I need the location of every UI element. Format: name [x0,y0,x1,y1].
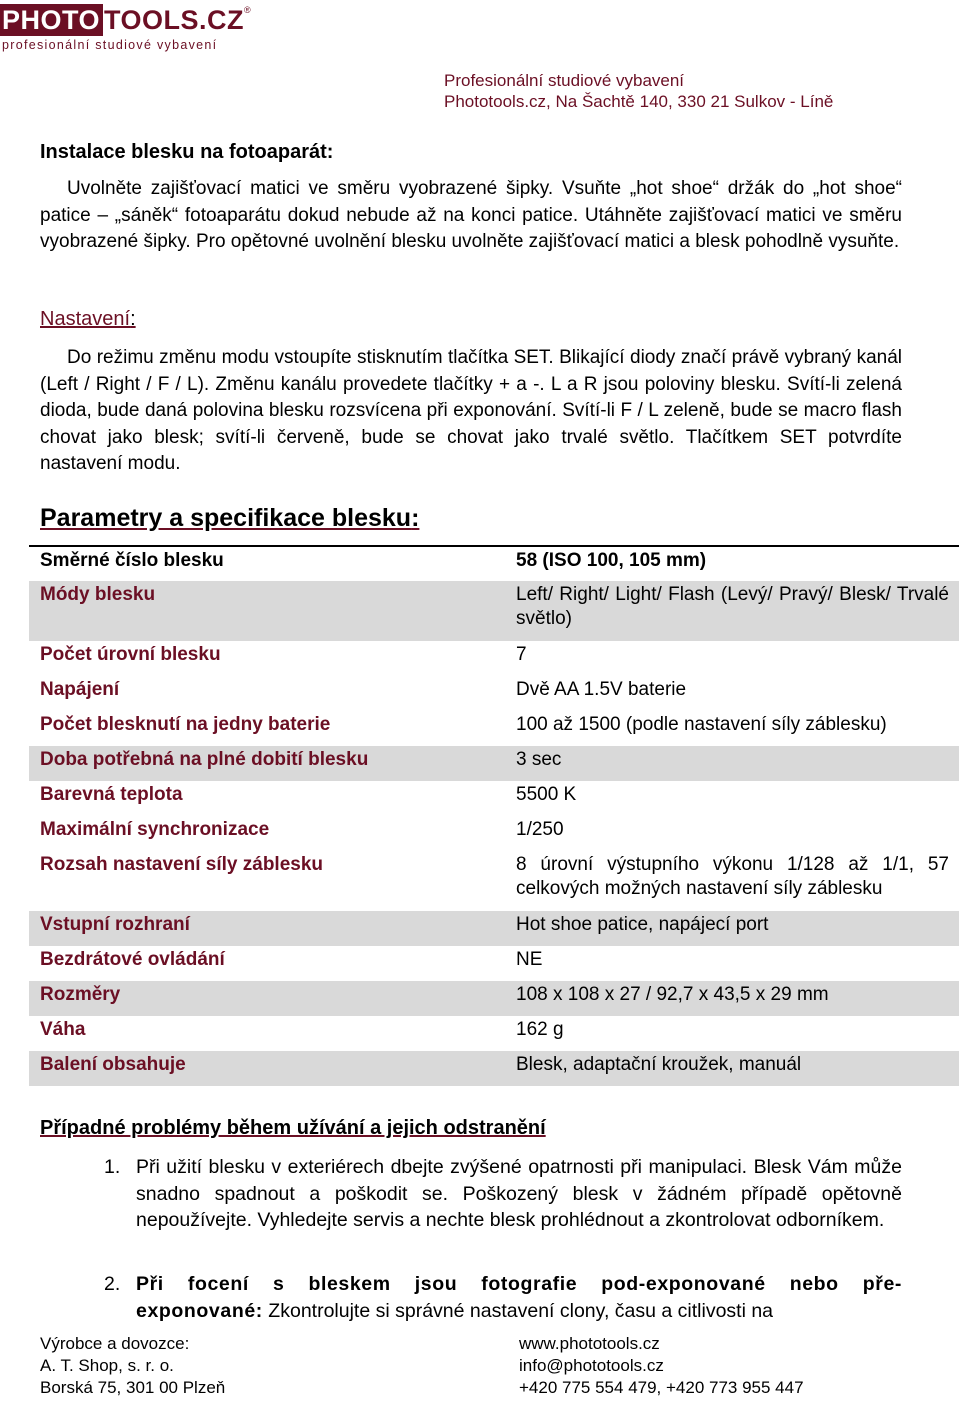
spec-label: Napájení [40,679,120,700]
spec-row [29,676,959,711]
spec-title [40,504,419,533]
spec-value: Left/ Right/ Light/ Flash (Levý/ Pravý/ Blesk/ Trvalé světlo) [505,581,959,641]
header-line-2: Phototools.cz, Na Šachtě 140, 330 21 Sulkov - Líně [444,92,834,111]
settings-title-text: Nastavení [40,308,131,330]
footer-phone: +420 775 554 479, +420 773 955 447 [519,1378,804,1397]
spec-value: Dvě AA 1.5V baterie [516,679,687,700]
phototools-logo [0,4,251,52]
spec-value: 108 x 108 x 27 / 92,7 x 43,5 x 29 mm [505,981,959,1016]
install-paragraph [40,176,902,256]
logo-tools-text: TOOLS.CZ [104,5,245,35]
spec-label: Počet úrovní blesku [40,644,221,665]
spec-label: Doba potřebná na plné dobití blesku [29,746,505,781]
header-line-1: Profesionální studiové vybavení [444,71,685,90]
spec-label: Počet blesknutí na jedny baterie [40,714,331,735]
spec-row [29,1051,959,1086]
logo-tagline: profesionální studiové vybavení [2,38,218,52]
spec-value: 8 úrovní výstupního výkonu 1/128 až 1/1, 57 celkových možných nastavení síly záblesku [516,854,949,899]
spec-label: Rozsah nastavení síly záblesku [40,854,324,875]
spec-table [29,545,959,1086]
settings-title [40,308,136,331]
problem-text: Při užití blesku v exteriérech dbejte zvýšené opatrnosti při manipulaci. Blesk Vám může snadno spadnout a poškodit se. Poškozený blesk v žádném případě opětovně nepoužívejte. Vyhledejte servis a nechte blesk prohlédnout a zkontrolovat odborníkem. [136,1156,902,1231]
footer-left-line: A. T. Shop, s. r. o. [40,1356,174,1375]
spec-label: Bezdrátové ovládání [40,949,225,970]
problem-number: 2. [104,1273,121,1295]
spec-value: Hot shoe patice, napájecí port [505,911,959,946]
footer-left-line: Borská 75, 301 00 Plzeň [40,1378,226,1397]
spec-label: Barevná teplota [40,784,183,805]
spec-value: Blesk, adaptační kroužek, manuál [505,1051,959,1086]
spec-label: Váha [40,1019,86,1040]
problem-number: 1. [104,1156,121,1178]
problem-bold-heading: Při focení s bleskem jsou fotografie pod-exponované nebo pře-exponované: [136,1273,902,1322]
spec-title-colon: : [411,504,420,532]
footer-email: info@phototools.cz [519,1356,664,1375]
spec-row [29,981,959,1016]
spec-label: Rozměry [29,981,505,1016]
spec-value: 3 sec [505,746,959,781]
spec-row [29,1016,959,1051]
spec-label: Módy blesku [29,581,505,641]
spec-value: 1/250 [516,819,564,840]
footer-manufacturer [40,1333,225,1399]
spec-row [29,581,959,641]
install-text: Uvolněte zajišťovací matici ve směru vyobrazené šipky. Vsuňte „hot shoe“ držák do „hot shoe“ patice – „sáněk“ fotoaparátu dokud nebude až na konci patice. Utáhněte zajišťovací matici ve směru vyobrazené šipky. Pro opětovné uvolnění blesku uvolněte zajišťovací matici a blesk pohodlně vysuňte. [40,178,902,252]
spec-row [29,711,959,746]
spec-row [29,546,959,581]
spec-value: NE [516,949,543,970]
spec-value: 162 g [516,1019,564,1040]
logo-photo-text: PHOTO [0,4,103,36]
spec-value: 5500 K [516,784,577,805]
spec-label: Vstupní rozhraní [29,911,505,946]
spec-value: 7 [516,644,527,665]
footer-website: www.phototools.cz [519,1334,660,1353]
problem-text [136,1271,902,1324]
settings-text: Do režimu změnu modu vstoupíte stisknutím tlačítka SET. Blikající diody značí právě vybraný kanál (Left / Right / F / L). Změnu kanálu provedete tlačítky + a -. L a R jsou poloviny blesku. Svítí-li zelená dioda, bude daná polovina blesku rozsvícena při exponování. Svítí-li F / L zeleně, bude se macro flash chovat jako blesk; svítí-li červeně, bude se chovat jako trvalé světlo. Tlačítkem SET potvrdíte nastavení modu. [40,347,902,474]
problem-item [104,1154,902,1234]
problems-title [40,1117,546,1140]
spec-row [29,641,959,676]
spec-label: Balení obsahuje [29,1051,505,1086]
spec-row [29,851,959,911]
settings-title-colon: : [130,308,136,330]
problems-title-text: Případné problémy během užívání a jejich odstranění [40,1117,546,1139]
spec-row [29,781,959,816]
spec-title-text: Parametry a specifikace blesku [40,504,412,532]
problem-item [104,1271,902,1324]
company-header [444,70,833,112]
spec-row [29,946,959,981]
footer-contact [519,1333,804,1399]
spec-row [29,816,959,851]
spec-value: 58 (ISO 100, 105 mm) [505,546,959,581]
spec-label: Směrné číslo blesku [29,546,505,581]
spec-value: 100 až 1500 (podle nastavení síly záblesku) [516,714,887,735]
problem-body: Zkontrolujte si správné nastavení clony, času a citlivosti na [262,1299,774,1322]
settings-paragraph [40,345,902,478]
spec-row [29,911,959,946]
spec-label: Maximální synchronizace [40,819,270,840]
footer-left-line: Výrobce a dovozce: [40,1334,190,1353]
logo-registered-mark: ® [244,5,251,15]
spec-row [29,746,959,781]
install-title: Instalace blesku na fotoaparát: [40,141,334,163]
